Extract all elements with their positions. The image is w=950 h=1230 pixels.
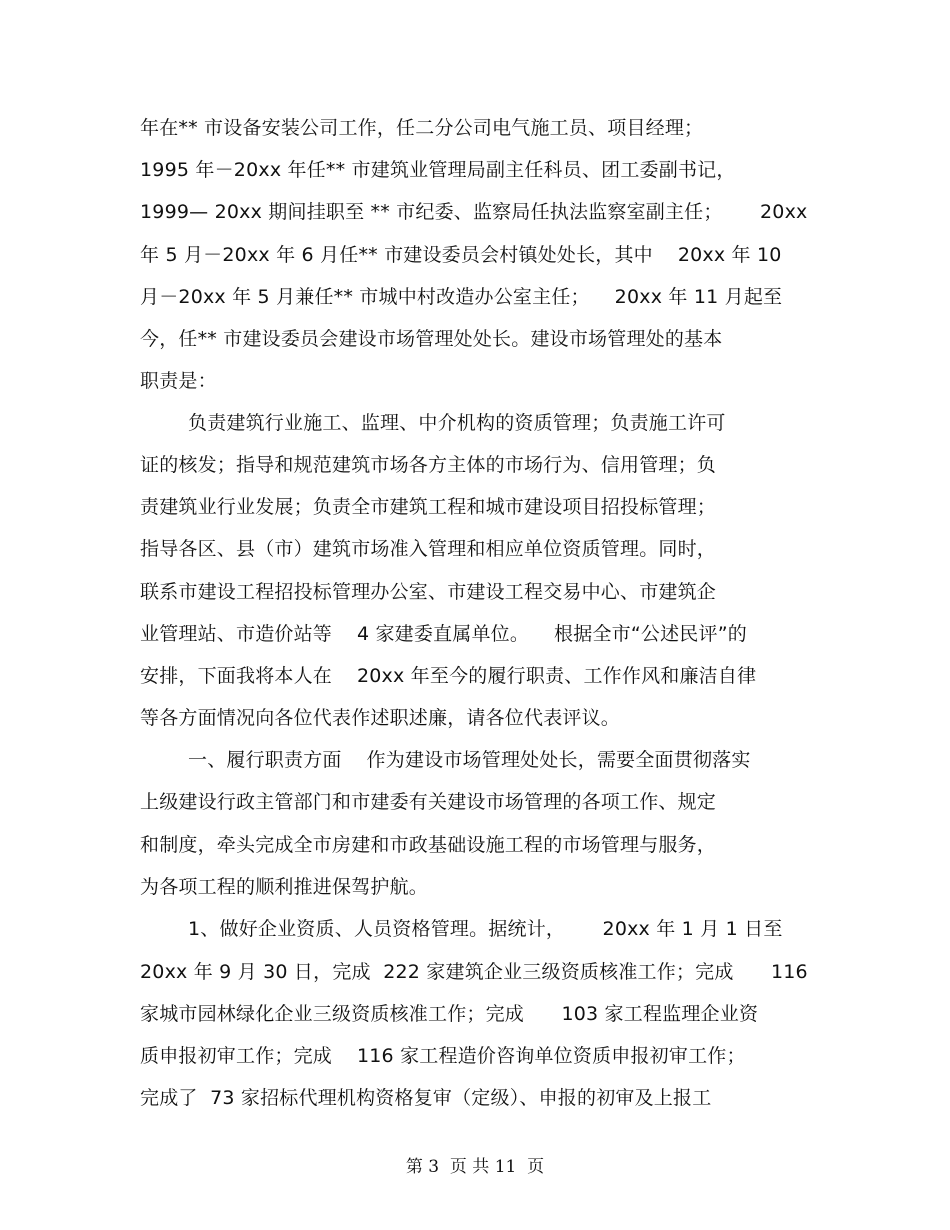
text-line: 等各方面情况向各位代表作述职述廉，请各位代表评议。 — [140, 707, 621, 729]
section-heading-line: 一、履行职责方面 作为建设市场管理处处长，需要全面贯彻落实 — [188, 749, 751, 771]
text-line: 联系市建设工程招投标管理办公室、市建设工程交易中心、市建筑企 — [140, 581, 717, 603]
text-line: 1995 年－20xx 年任** 市建筑业管理局副主任科员、团工委副书记， — [140, 159, 736, 181]
text-line: 证的核发；指导和规范建筑市场各方主体的市场行为、信用管理；负 — [140, 454, 717, 476]
text-line: 为各项工程的顺利推进保驾护航。 — [140, 876, 429, 898]
text-line: 业管理站、市造价站等 4 家建委直属单位。 根据全市“公述民评”的 — [140, 623, 747, 645]
text-line: 今，任** 市建设委员会建设市场管理处处长。建设市场管理处的基本 — [140, 328, 723, 350]
text-line: 安排，下面我将本人在 20xx 年至今的履行职责、工作作风和廉洁自律 — [140, 665, 757, 687]
text-line: 20xx 年 9 月 30 日，完成 222 家建筑企业三级资质核准工作；完成 116 — [140, 961, 808, 983]
text-line: 和制度，牵头完成全市房建和市政基础设施工程的市场管理与服务， — [140, 834, 717, 856]
page-number-footer: 第 3 页 共 11 页 — [405, 1157, 545, 1177]
text-line: 月－20xx 年 5 月兼任** 市城中村改造办公室主任； 20xx 年 11 月起至 — [140, 286, 783, 308]
text-line: 家城市园林绿化企业三级资质核准工作；完成 103 家工程监理企业资 — [140, 1003, 759, 1025]
text-line: 指导各区、县（市）建筑市场准入管理和相应单位资质管理。同时， — [140, 538, 717, 560]
text-line: 上级建设行政主管部门和市建委有关建设市场管理的各项工作、规定 — [140, 791, 717, 813]
text-line: 年 5 月－20xx 年 6 月任** 市建设委员会村镇处处长，其中 20xx 年 10 — [140, 244, 782, 266]
paragraph-first-line: 负责建筑行业施工、监理、中介机构的资质管理；负责施工许可 — [188, 412, 726, 434]
paragraph-first-line: 1、做好企业资质、人员资格管理。据统计， 20xx 年 1 月 1 日至 — [188, 918, 783, 940]
text-line: 责建筑业行业发展；负责全市建筑工程和城市建设项目招投标管理； — [140, 496, 717, 518]
text-line: 质申报初审工作；完成 116 家工程造价咨询单位资质申报初审工作； — [140, 1045, 746, 1067]
text-line: 1999— 20xx 期间挂职至 ** 市纪委、监察局任执法监察室副主任； 20xx — [140, 201, 808, 223]
text-line: 年在** 市设备安装公司工作，任二分公司电气施工员、项目经理； — [140, 117, 704, 139]
text-line: 职责是： — [140, 370, 217, 392]
text-line: 完成了 73 家招标代理机构资格复审（定级）、申报的初审及上报工 — [140, 1087, 712, 1109]
